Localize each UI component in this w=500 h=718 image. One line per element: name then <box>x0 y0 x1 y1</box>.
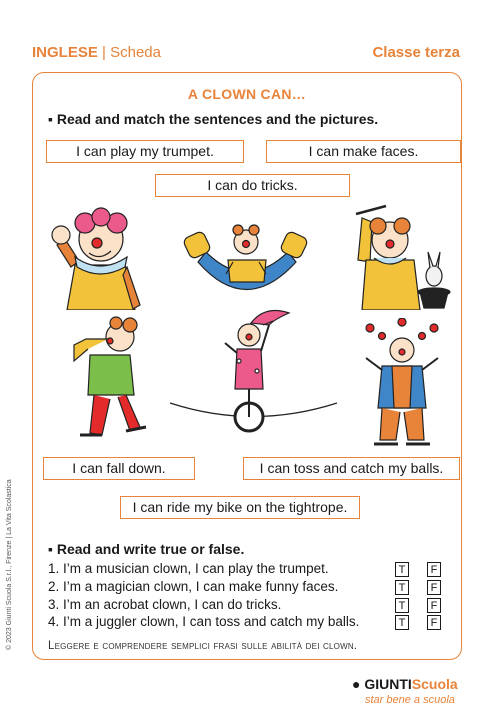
task1-instruction <box>48 111 378 127</box>
true-false-item-1: 1. I’m a musician clown, I can play the trumpet. <box>48 561 329 576</box>
subject-text: INGLESE <box>32 44 98 61</box>
false-checkbox-4[interactable]: F <box>427 615 441 630</box>
task1-instruction-text: Read and match the sentences and the pictures. <box>56 111 379 127</box>
worksheet-type: Scheda <box>110 44 161 61</box>
true-checkbox-1[interactable]: T <box>395 562 409 577</box>
clown-unicycle-tightrope-illustration[interactable] <box>165 305 340 440</box>
true-checkbox-4[interactable]: T <box>395 615 409 630</box>
brand-name-part1: GIUNTI <box>364 676 412 692</box>
sentence-box-2[interactable]: I can make faces. <box>266 140 461 163</box>
grade-label: Classe terza <box>372 44 460 61</box>
true-checkbox-3[interactable]: T <box>395 598 409 613</box>
sentence-box-4[interactable]: I can fall down. <box>43 457 195 480</box>
copyright-notice: © 2023 Giunti Scuola S.r.l., Firenze | La Vita Scolastica <box>6 479 13 650</box>
task1-bullet: ▪ <box>48 111 53 127</box>
true-false-item-4: 4. I’m a juggler clown, I can toss and catch my balls. <box>48 614 360 629</box>
clown-juggling-illustration[interactable] <box>352 318 452 453</box>
logo-g-icon: ● <box>352 676 361 692</box>
sentence-box-5[interactable]: I can toss and catch my balls. <box>243 457 460 480</box>
giunti-scuola-logo <box>352 676 458 692</box>
task2-instruction <box>48 541 244 557</box>
sentence-box-1[interactable]: I can play my trumpet. <box>46 140 244 163</box>
learning-objective-note: Leggere e comprendere semplici frasi sulle abilità dei clown. <box>48 640 358 652</box>
brand-tagline: star bene a scuola <box>365 694 455 706</box>
true-checkbox-2[interactable]: T <box>395 580 409 595</box>
false-checkbox-3[interactable]: F <box>427 598 441 613</box>
clown-making-faces-illustration[interactable] <box>45 205 155 310</box>
task2-instruction-text: Read and write true or false. <box>56 541 245 557</box>
brand-name-part2: Scuola <box>411 676 458 692</box>
sentence-box-6[interactable]: I can ride my bike on the tightrope. <box>120 496 360 519</box>
subject-label <box>32 44 161 61</box>
clown-trumpet-illustration[interactable] <box>60 315 155 440</box>
sentence-box-3[interactable]: I can do tricks. <box>155 174 350 197</box>
worksheet-title: A CLOWN CAN… <box>187 86 307 102</box>
true-false-item-3: 3. I’m an acrobat clown, I can do tricks. <box>48 597 282 612</box>
task2-bullet: ▪ <box>48 541 53 557</box>
header-separator: | <box>102 44 106 61</box>
clown-falling-down-illustration[interactable] <box>178 222 313 312</box>
true-false-item-2: 2. I’m a magician clown, I can make funny faces. <box>48 579 339 594</box>
false-checkbox-1[interactable]: F <box>427 562 441 577</box>
false-checkbox-2[interactable]: F <box>427 580 441 595</box>
clown-magician-tricks-illustration[interactable] <box>348 200 458 310</box>
